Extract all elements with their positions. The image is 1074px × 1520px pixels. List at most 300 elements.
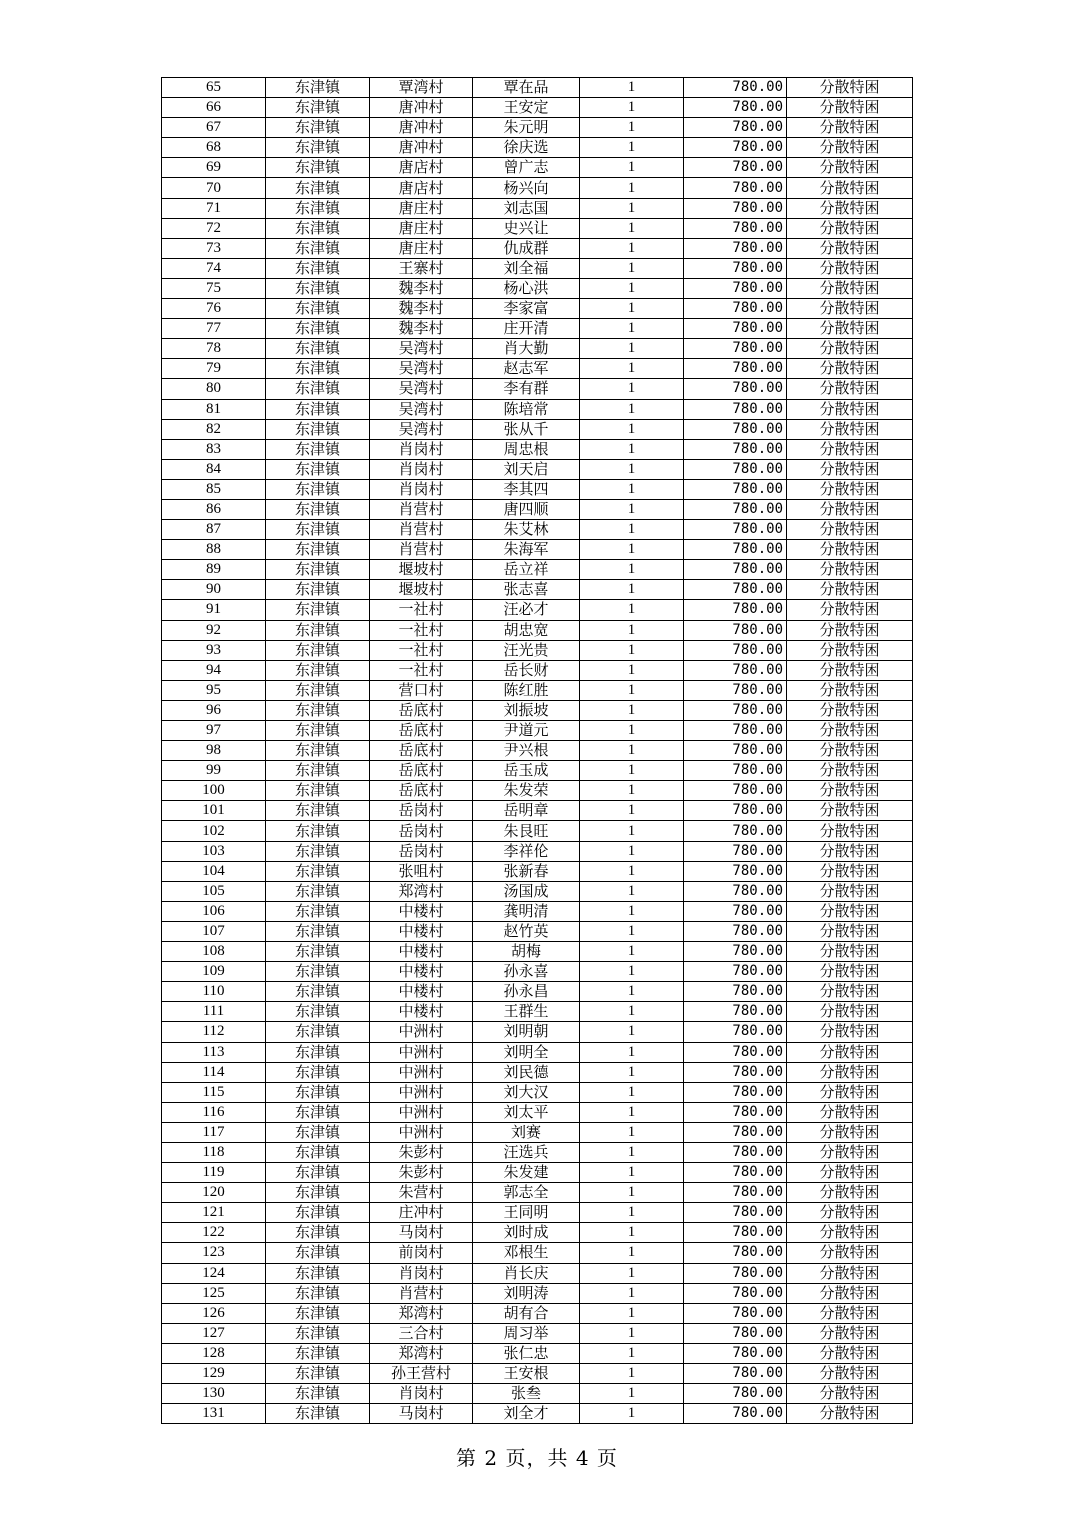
row-index-cell: 127 (162, 1323, 266, 1343)
town-cell: 东津镇 (266, 178, 370, 198)
town-cell: 东津镇 (266, 1082, 370, 1102)
amount-cell: 780.00 (684, 399, 787, 419)
amount-cell: 780.00 (684, 921, 787, 941)
name-cell: 肖大勤 (473, 339, 580, 359)
village-cell: 郑湾村 (370, 1303, 473, 1323)
amount-cell: 780.00 (684, 98, 787, 118)
count-cell: 1 (580, 1102, 684, 1122)
name-cell: 刘大汉 (473, 1082, 580, 1102)
town-cell: 东津镇 (266, 1223, 370, 1243)
town-cell: 东津镇 (266, 1283, 370, 1303)
count-cell: 1 (580, 1163, 684, 1183)
table-row (162, 1142, 913, 1162)
village-cell: 岳岗村 (370, 821, 473, 841)
town-cell: 东津镇 (266, 299, 370, 319)
category-cell: 分散特困 (787, 98, 913, 118)
town-cell: 东津镇 (266, 600, 370, 620)
amount-cell: 780.00 (684, 560, 787, 580)
town-cell: 东津镇 (266, 198, 370, 218)
count-cell: 1 (580, 1002, 684, 1022)
name-cell: 史兴让 (473, 218, 580, 238)
amount-cell: 780.00 (684, 1002, 787, 1022)
amount-cell: 780.00 (684, 741, 787, 761)
category-cell: 分散特困 (787, 1323, 913, 1343)
town-cell: 东津镇 (266, 1243, 370, 1263)
town-cell: 东津镇 (266, 218, 370, 238)
town-cell: 东津镇 (266, 942, 370, 962)
amount-cell: 780.00 (684, 1223, 787, 1243)
name-cell: 胡忠宽 (473, 620, 580, 640)
town-cell: 东津镇 (266, 1384, 370, 1404)
town-cell: 东津镇 (266, 1364, 370, 1384)
village-cell: 吴湾村 (370, 339, 473, 359)
count-cell: 1 (580, 238, 684, 258)
village-cell: 唐庄村 (370, 218, 473, 238)
town-cell: 东津镇 (266, 1323, 370, 1343)
name-cell: 刘天启 (473, 459, 580, 479)
name-cell: 李家富 (473, 299, 580, 319)
category-cell: 分散特困 (787, 580, 913, 600)
count-cell: 1 (580, 640, 684, 660)
village-cell: 朱营村 (370, 1183, 473, 1203)
table-row (162, 158, 913, 178)
amount-cell: 780.00 (684, 1404, 787, 1424)
village-cell: 一社村 (370, 620, 473, 640)
category-cell: 分散特困 (787, 78, 913, 98)
village-cell: 马岗村 (370, 1404, 473, 1424)
table-row (162, 399, 913, 419)
name-cell: 朱发荣 (473, 781, 580, 801)
town-cell: 东津镇 (266, 158, 370, 178)
category-cell: 分散特困 (787, 1343, 913, 1363)
amount-cell: 780.00 (684, 700, 787, 720)
village-cell: 堰坡村 (370, 580, 473, 600)
row-index-cell: 71 (162, 198, 266, 218)
count-cell: 1 (580, 278, 684, 298)
town-cell: 东津镇 (266, 118, 370, 138)
town-cell: 东津镇 (266, 962, 370, 982)
amount-cell: 780.00 (684, 1243, 787, 1263)
category-cell: 分散特困 (787, 1364, 913, 1384)
count-cell: 1 (580, 761, 684, 781)
town-cell: 东津镇 (266, 982, 370, 1002)
category-cell: 分散特困 (787, 479, 913, 499)
amount-cell: 780.00 (684, 278, 787, 298)
town-cell: 东津镇 (266, 98, 370, 118)
row-index-cell: 84 (162, 459, 266, 479)
category-cell: 分散特困 (787, 138, 913, 158)
row-index-cell: 67 (162, 118, 266, 138)
count-cell: 1 (580, 821, 684, 841)
amount-cell: 780.00 (684, 1062, 787, 1082)
row-index-cell: 105 (162, 881, 266, 901)
village-cell: 肖岗村 (370, 1384, 473, 1404)
table-row (162, 680, 913, 700)
category-cell: 分散特困 (787, 901, 913, 921)
name-cell: 龚明清 (473, 901, 580, 921)
amount-cell: 780.00 (684, 1022, 787, 1042)
count-cell: 1 (580, 1303, 684, 1323)
table-row (162, 821, 913, 841)
table-row (162, 138, 913, 158)
count-cell: 1 (580, 78, 684, 98)
table-row (162, 1384, 913, 1404)
category-cell: 分散特困 (787, 962, 913, 982)
town-cell: 东津镇 (266, 520, 370, 540)
amount-cell: 780.00 (684, 660, 787, 680)
town-cell: 东津镇 (266, 721, 370, 741)
town-cell: 东津镇 (266, 1042, 370, 1062)
village-cell: 朱彭村 (370, 1142, 473, 1162)
category-cell: 分散特困 (787, 1022, 913, 1042)
village-cell: 中楼村 (370, 921, 473, 941)
row-index-cell: 97 (162, 721, 266, 741)
category-cell: 分散特困 (787, 520, 913, 540)
amount-cell: 780.00 (684, 158, 787, 178)
count-cell: 1 (580, 198, 684, 218)
name-cell: 岳明章 (473, 801, 580, 821)
table-row (162, 419, 913, 439)
amount-cell: 780.00 (684, 801, 787, 821)
village-cell: 岳底村 (370, 781, 473, 801)
category-cell: 分散特困 (787, 218, 913, 238)
row-index-cell: 125 (162, 1283, 266, 1303)
name-cell: 杨心洪 (473, 278, 580, 298)
village-cell: 中洲村 (370, 1102, 473, 1122)
table-row (162, 580, 913, 600)
village-cell: 前岗村 (370, 1243, 473, 1263)
town-cell: 东津镇 (266, 1102, 370, 1122)
count-cell: 1 (580, 1203, 684, 1223)
name-cell: 朱元明 (473, 118, 580, 138)
row-index-cell: 128 (162, 1343, 266, 1363)
name-cell: 李有群 (473, 379, 580, 399)
count-cell: 1 (580, 1283, 684, 1303)
category-cell: 分散特困 (787, 881, 913, 901)
name-cell: 孙永昌 (473, 982, 580, 1002)
village-cell: 中洲村 (370, 1042, 473, 1062)
count-cell: 1 (580, 1122, 684, 1142)
table-row (162, 459, 913, 479)
row-index-cell: 65 (162, 78, 266, 98)
table-row (162, 700, 913, 720)
amount-cell: 780.00 (684, 1183, 787, 1203)
table-row (162, 1323, 913, 1343)
category-cell: 分散特困 (787, 982, 913, 1002)
village-cell: 肖营村 (370, 540, 473, 560)
count-cell: 1 (580, 299, 684, 319)
village-cell: 覃湾村 (370, 78, 473, 98)
table-row (162, 1343, 913, 1363)
count-cell: 1 (580, 1142, 684, 1162)
town-cell: 东津镇 (266, 881, 370, 901)
name-cell: 李其四 (473, 479, 580, 499)
town-cell: 东津镇 (266, 841, 370, 861)
count-cell: 1 (580, 620, 684, 640)
town-cell: 东津镇 (266, 399, 370, 419)
name-cell: 朱艾林 (473, 520, 580, 540)
row-index-cell: 103 (162, 841, 266, 861)
amount-cell: 780.00 (684, 439, 787, 459)
count-cell: 1 (580, 1263, 684, 1283)
row-index-cell: 95 (162, 680, 266, 700)
name-cell: 张叁 (473, 1384, 580, 1404)
name-cell: 刘志国 (473, 198, 580, 218)
village-cell: 中楼村 (370, 982, 473, 1002)
name-cell: 胡梅 (473, 942, 580, 962)
name-cell: 尹道元 (473, 721, 580, 741)
count-cell: 1 (580, 419, 684, 439)
amount-cell: 780.00 (684, 1042, 787, 1062)
category-cell: 分散特困 (787, 238, 913, 258)
name-cell: 杨兴向 (473, 178, 580, 198)
table-row (162, 1062, 913, 1082)
count-cell: 1 (580, 319, 684, 339)
table-row (162, 439, 913, 459)
category-cell: 分散特困 (787, 921, 913, 941)
village-cell: 一社村 (370, 600, 473, 620)
name-cell: 刘时成 (473, 1223, 580, 1243)
name-cell: 刘太平 (473, 1102, 580, 1122)
village-cell: 肖营村 (370, 499, 473, 519)
town-cell: 东津镇 (266, 560, 370, 580)
name-cell: 刘全才 (473, 1404, 580, 1424)
village-cell: 唐庄村 (370, 238, 473, 258)
count-cell: 1 (580, 98, 684, 118)
amount-cell: 780.00 (684, 359, 787, 379)
amount-cell: 780.00 (684, 1323, 787, 1343)
count-cell: 1 (580, 942, 684, 962)
town-cell: 东津镇 (266, 479, 370, 499)
category-cell: 分散特困 (787, 942, 913, 962)
table-row (162, 379, 913, 399)
count-cell: 1 (580, 1042, 684, 1062)
town-cell: 东津镇 (266, 359, 370, 379)
category-cell: 分散特困 (787, 339, 913, 359)
amount-cell: 780.00 (684, 1303, 787, 1323)
town-cell: 东津镇 (266, 1002, 370, 1022)
table-row (162, 741, 913, 761)
name-cell: 刘赛 (473, 1122, 580, 1142)
count-cell: 1 (580, 439, 684, 459)
village-cell: 中洲村 (370, 1122, 473, 1142)
category-cell: 分散特困 (787, 1384, 913, 1404)
amount-cell: 780.00 (684, 218, 787, 238)
amount-cell: 780.00 (684, 1263, 787, 1283)
row-index-cell: 98 (162, 741, 266, 761)
row-index-cell: 106 (162, 901, 266, 921)
name-cell: 覃在品 (473, 78, 580, 98)
village-cell: 中楼村 (370, 901, 473, 921)
row-index-cell: 79 (162, 359, 266, 379)
count-cell: 1 (580, 560, 684, 580)
village-cell: 唐冲村 (370, 138, 473, 158)
table-row (162, 479, 913, 499)
count-cell: 1 (580, 680, 684, 700)
village-cell: 肖营村 (370, 520, 473, 540)
count-cell: 1 (580, 1384, 684, 1404)
village-cell: 中楼村 (370, 962, 473, 982)
town-cell: 东津镇 (266, 1122, 370, 1142)
village-cell: 三合村 (370, 1323, 473, 1343)
table-row (162, 218, 913, 238)
count-cell: 1 (580, 982, 684, 1002)
table-row (162, 78, 913, 98)
count-cell: 1 (580, 721, 684, 741)
name-cell: 赵志军 (473, 359, 580, 379)
count-cell: 1 (580, 1062, 684, 1082)
count-cell: 1 (580, 118, 684, 138)
village-cell: 岳岗村 (370, 841, 473, 861)
row-index-cell: 121 (162, 1203, 266, 1223)
amount-cell: 780.00 (684, 299, 787, 319)
amount-cell: 780.00 (684, 620, 787, 640)
amount-cell: 780.00 (684, 178, 787, 198)
count-cell: 1 (580, 901, 684, 921)
amount-cell: 780.00 (684, 680, 787, 700)
table-row (162, 620, 913, 640)
count-cell: 1 (580, 379, 684, 399)
category-cell: 分散特困 (787, 399, 913, 419)
category-cell: 分散特困 (787, 198, 913, 218)
row-index-cell: 78 (162, 339, 266, 359)
village-cell: 岳底村 (370, 741, 473, 761)
row-index-cell: 122 (162, 1223, 266, 1243)
row-index-cell: 86 (162, 499, 266, 519)
village-cell: 郑湾村 (370, 1343, 473, 1363)
count-cell: 1 (580, 801, 684, 821)
category-cell: 分散特困 (787, 439, 913, 459)
town-cell: 东津镇 (266, 78, 370, 98)
amount-cell: 780.00 (684, 861, 787, 881)
village-cell: 岳底村 (370, 721, 473, 741)
row-index-cell: 77 (162, 319, 266, 339)
name-cell: 岳长财 (473, 660, 580, 680)
table-row (162, 278, 913, 298)
village-cell: 庄冲村 (370, 1203, 473, 1223)
name-cell: 刘明朝 (473, 1022, 580, 1042)
table-row (162, 1263, 913, 1283)
category-cell: 分散特困 (787, 419, 913, 439)
name-cell: 郭志全 (473, 1183, 580, 1203)
row-index-cell: 85 (162, 479, 266, 499)
category-cell: 分散特困 (787, 1002, 913, 1022)
category-cell: 分散特困 (787, 299, 913, 319)
town-cell: 东津镇 (266, 640, 370, 660)
amount-cell: 780.00 (684, 600, 787, 620)
name-cell: 朱艮旺 (473, 821, 580, 841)
village-cell: 堰坡村 (370, 560, 473, 580)
name-cell: 朱海军 (473, 540, 580, 560)
village-cell: 魏李村 (370, 278, 473, 298)
row-index-cell: 75 (162, 278, 266, 298)
village-cell: 肖岗村 (370, 1263, 473, 1283)
town-cell: 东津镇 (266, 339, 370, 359)
amount-cell: 780.00 (684, 640, 787, 660)
count-cell: 1 (580, 1364, 684, 1384)
amount-cell: 780.00 (684, 540, 787, 560)
table-row (162, 1404, 913, 1424)
count-cell: 1 (580, 580, 684, 600)
row-index-cell: 92 (162, 620, 266, 640)
name-cell: 岳玉成 (473, 761, 580, 781)
name-cell: 周忠根 (473, 439, 580, 459)
name-cell: 胡有合 (473, 1303, 580, 1323)
amount-cell: 780.00 (684, 821, 787, 841)
amount-cell: 780.00 (684, 1122, 787, 1142)
row-index-cell: 72 (162, 218, 266, 238)
table-row (162, 258, 913, 278)
count-cell: 1 (580, 1223, 684, 1243)
name-cell: 邓根生 (473, 1243, 580, 1263)
town-cell: 东津镇 (266, 540, 370, 560)
name-cell: 汤国成 (473, 881, 580, 901)
town-cell: 东津镇 (266, 459, 370, 479)
count-cell: 1 (580, 499, 684, 519)
table-row (162, 238, 913, 258)
category-cell: 分散特困 (787, 560, 913, 580)
town-cell: 东津镇 (266, 1062, 370, 1082)
count-cell: 1 (580, 841, 684, 861)
category-cell: 分散特困 (787, 319, 913, 339)
name-cell: 王安根 (473, 1364, 580, 1384)
amount-cell: 780.00 (684, 379, 787, 399)
category-cell: 分散特困 (787, 1404, 913, 1424)
table-row (162, 982, 913, 1002)
name-cell: 岳立祥 (473, 560, 580, 580)
table-row (162, 1243, 913, 1263)
table-row (162, 1303, 913, 1323)
category-cell: 分散特困 (787, 841, 913, 861)
category-cell: 分散特困 (787, 499, 913, 519)
table-row (162, 1102, 913, 1122)
row-index-cell: 66 (162, 98, 266, 118)
table-row (162, 942, 913, 962)
row-index-cell: 74 (162, 258, 266, 278)
table-row (162, 319, 913, 339)
table-row (162, 339, 913, 359)
row-index-cell: 111 (162, 1002, 266, 1022)
amount-cell: 780.00 (684, 942, 787, 962)
village-cell: 唐庄村 (370, 198, 473, 218)
town-cell: 东津镇 (266, 861, 370, 881)
category-cell: 分散特困 (787, 700, 913, 720)
name-cell: 仇成群 (473, 238, 580, 258)
row-index-cell: 87 (162, 520, 266, 540)
category-cell: 分散特困 (787, 861, 913, 881)
row-index-cell: 96 (162, 700, 266, 720)
row-index-cell: 88 (162, 540, 266, 560)
table-row (162, 660, 913, 680)
table-row (162, 901, 913, 921)
name-cell: 刘振坡 (473, 700, 580, 720)
count-cell: 1 (580, 459, 684, 479)
row-index-cell: 131 (162, 1404, 266, 1424)
name-cell: 陈红胜 (473, 680, 580, 700)
amount-cell: 780.00 (684, 781, 787, 801)
row-index-cell: 99 (162, 761, 266, 781)
name-cell: 唐四顺 (473, 499, 580, 519)
count-cell: 1 (580, 1404, 684, 1424)
count-cell: 1 (580, 339, 684, 359)
category-cell: 分散特困 (787, 1142, 913, 1162)
row-index-cell: 119 (162, 1163, 266, 1183)
table-row (162, 1183, 913, 1203)
category-cell: 分散特困 (787, 1042, 913, 1062)
name-cell: 孙永喜 (473, 962, 580, 982)
amount-cell: 780.00 (684, 881, 787, 901)
row-index-cell: 70 (162, 178, 266, 198)
